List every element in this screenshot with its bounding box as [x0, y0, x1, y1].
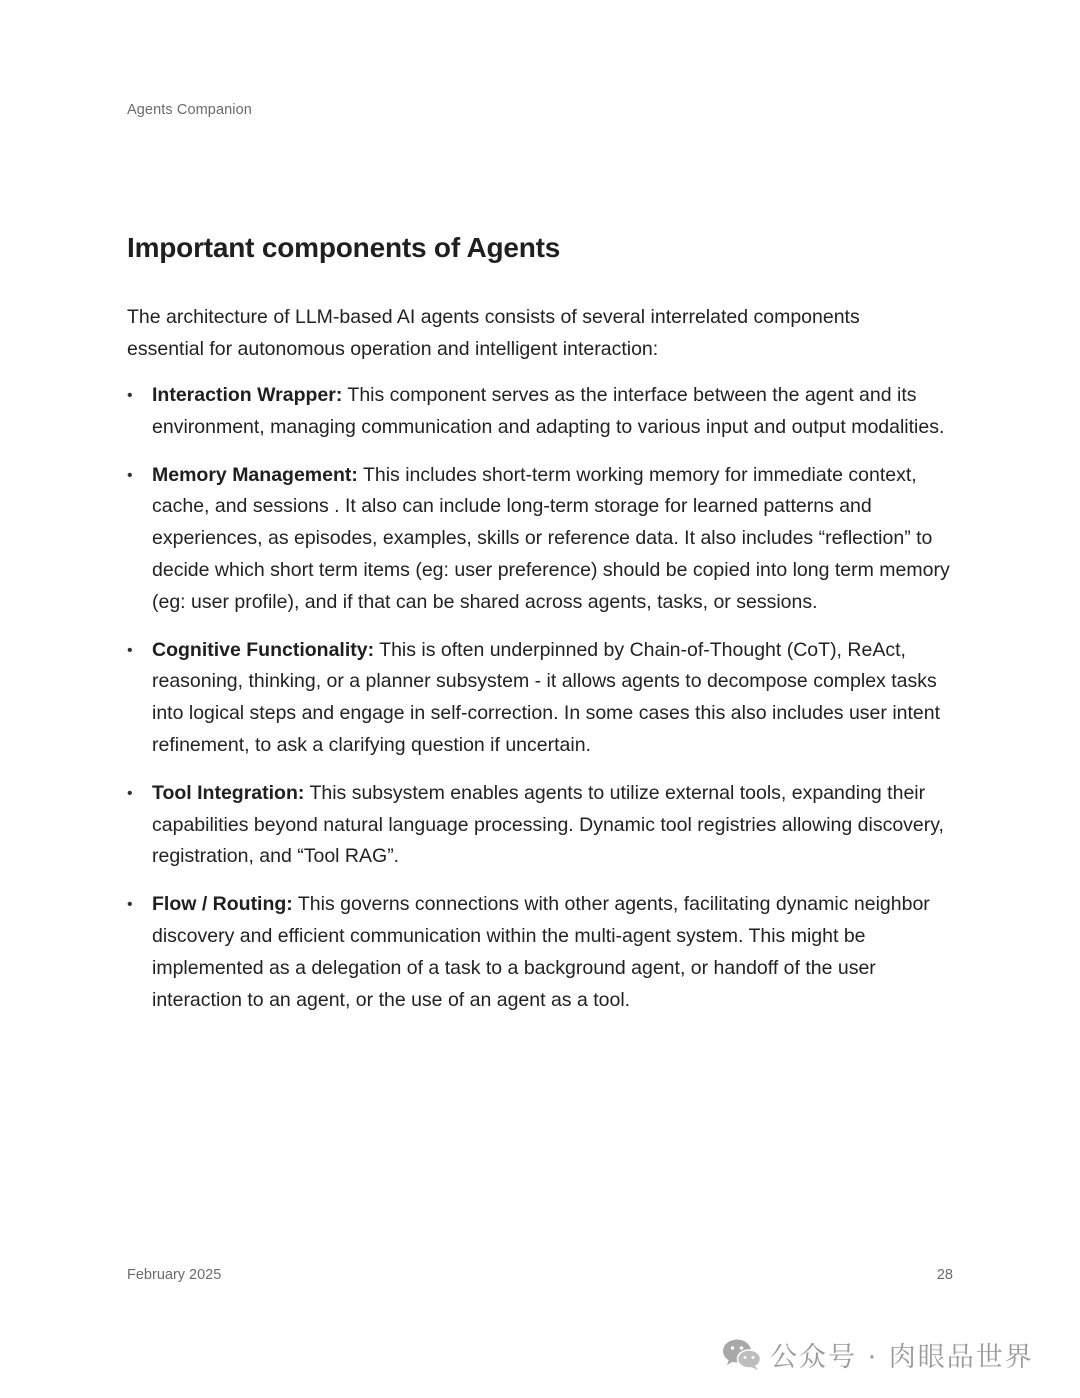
bullet-text: This component serves as the interface between the agent and its environment, managing communication and adapting to various input and output modalities.	[152, 384, 945, 438]
bullet-term: Memory Management:	[152, 463, 358, 486]
bullet-text: This governs connections with other agents, facilitating dynamic neighbor discovery and efficient communication within the multi-agent system. This might be implemented as a delegation of a task to a background agent, or handoff of the user interaction to an agent, or the use of an agent as a tool.	[152, 893, 930, 1011]
bullet-icon: •	[127, 784, 133, 802]
list-item-flow-routing	[127, 889, 957, 1016]
components-list	[127, 380, 957, 1032]
list-item-memory-management	[127, 460, 957, 619]
bullet-icon: •	[127, 466, 133, 484]
bullet-term: Cognitive Functionality:	[152, 638, 375, 661]
watermark	[722, 1334, 1034, 1374]
bullet-text: This includes short-term working memory for immediate context, cache, and sessions . It also can include long-term storage for learned patterns and experiences, as episodes, examples, skills or reference data. It also includes “reflection” to decide which short term items (eg: user preference) should be copied into long term memory (eg: user profile), and if that can be shared across agents, tasks, or sessions.	[152, 463, 950, 613]
watermark-text: 公众号 · 肉眼品世界	[770, 1341, 1034, 1373]
bullet-term: Tool Integration:	[152, 781, 305, 804]
footer-date: February 2025	[127, 1267, 222, 1283]
page-title: Important components of Agents	[127, 232, 561, 263]
intro-paragraph: The architecture of LLM-based AI agents consists of several interrelated components essential for autonomous operation and intelligent interaction:	[127, 306, 860, 360]
bullet-term: Interaction Wrapper:	[152, 384, 343, 406]
list-item-cognitive-functionality	[127, 635, 957, 762]
wechat-icon	[722, 1337, 762, 1371]
bullet-text: This subsystem enables agents to utilize external tools, expanding their capabilities beyond natural language processing. Dynamic tool registries allowing discovery, registration, and “Tool RAG”.	[152, 781, 944, 868]
bullet-icon: •	[127, 641, 133, 659]
page-number: 28	[936, 1267, 953, 1283]
list-item-interaction-wrapper	[127, 380, 957, 444]
running-header: Agents Companion	[127, 102, 252, 118]
list-item-tool-integration	[127, 778, 957, 873]
bullet-term: Flow / Routing:	[152, 893, 293, 916]
bullet-text: This is often underpinned by Chain-of-Thought (CoT), ReAct, reasoning, thinking, or a planner subsystem - it allows agents to decompose complex tasks into logical steps and engage in self-correction. In some cases this also includes user intent refinement, to ask a clarifying question if uncertain.	[152, 638, 941, 756]
bullet-icon: •	[127, 387, 133, 404]
bullet-icon: •	[127, 896, 133, 914]
